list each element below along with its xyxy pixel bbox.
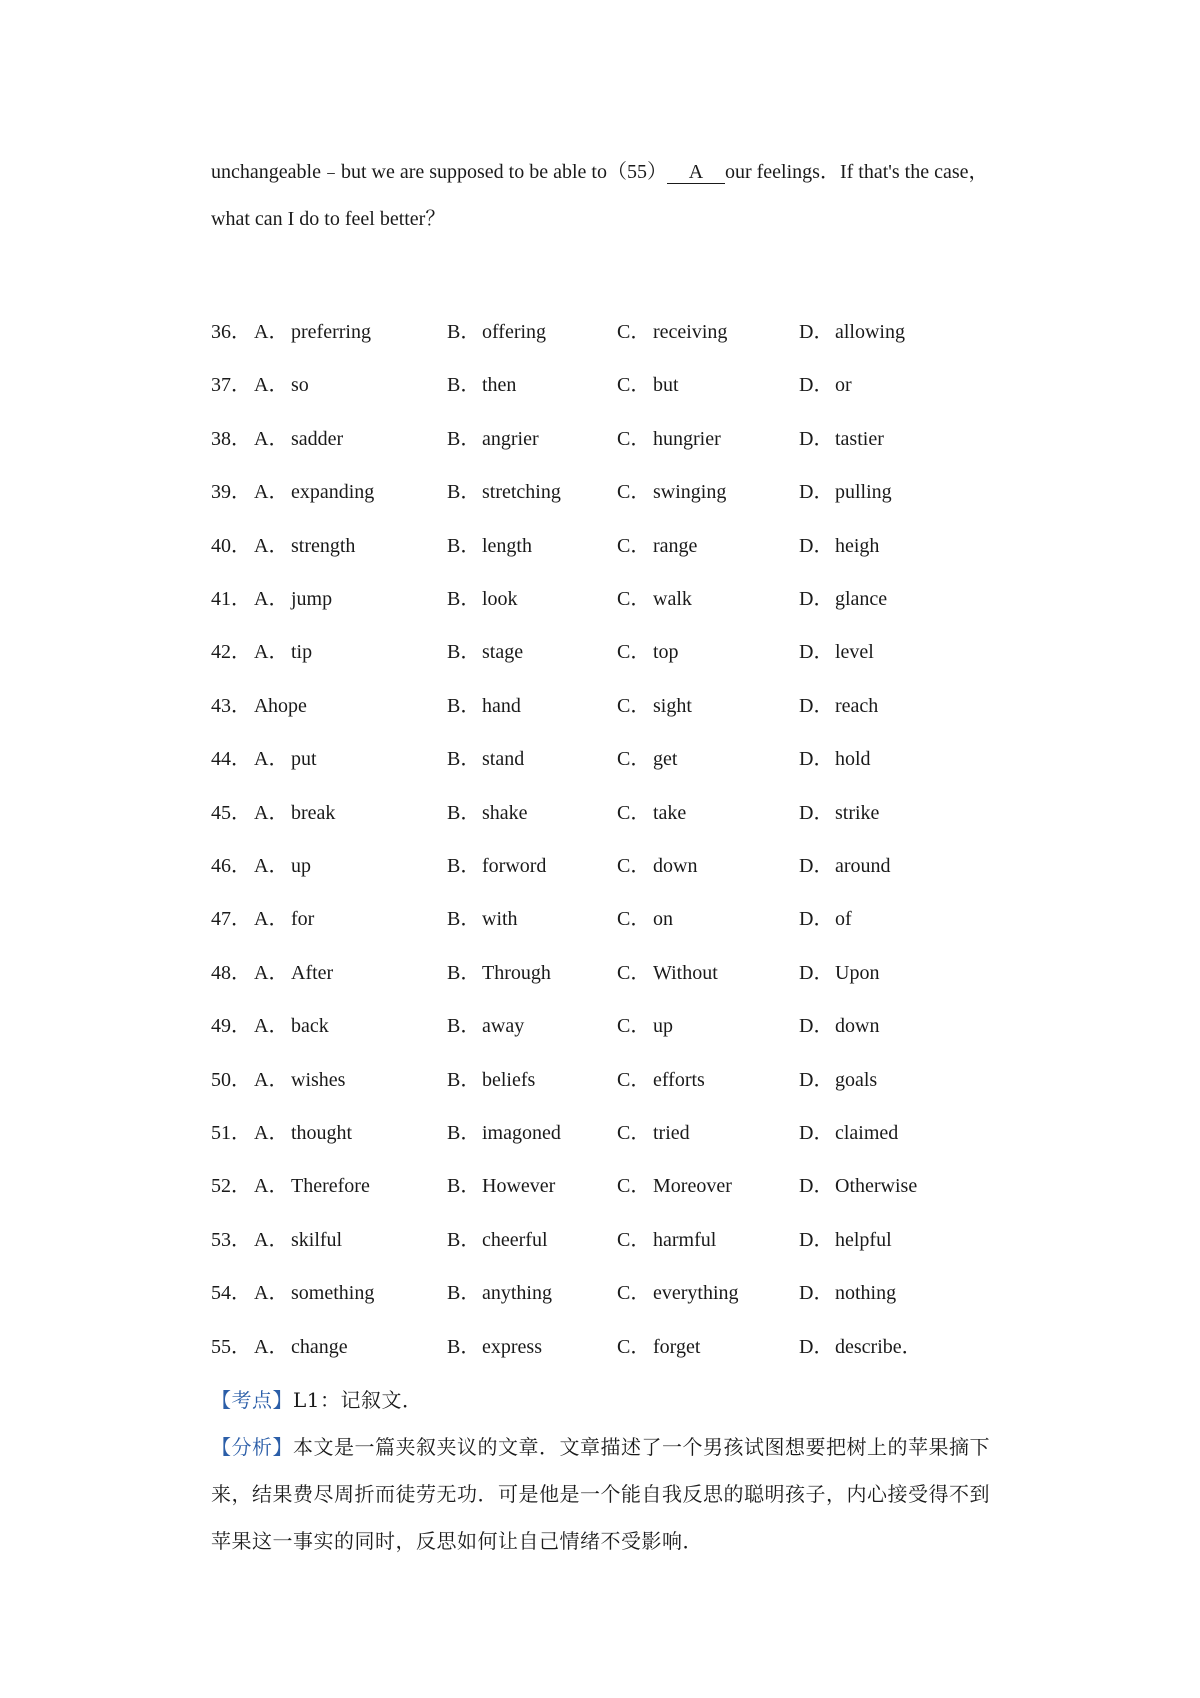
question-row [211, 856, 971, 882]
question-row [211, 1176, 971, 1202]
option-d-label: D． [799, 1175, 834, 1198]
question-number: 38． [211, 427, 251, 450]
option-b-label: B． [447, 694, 481, 717]
option-b-label: B． [447, 801, 481, 824]
option-d-text: helpful [835, 1228, 892, 1251]
question-row [211, 589, 971, 615]
option-a-text: After [291, 961, 334, 984]
option-c-label: C． [617, 908, 651, 931]
option-c-text: Without [653, 961, 718, 984]
option-b-text: angrier [482, 427, 539, 450]
option-c-text: receiving [653, 321, 728, 343]
option-c-label: C． [617, 1282, 651, 1305]
option-c-label: C． [617, 481, 651, 504]
question-row [211, 749, 971, 775]
option-d-label: D． [799, 481, 834, 504]
option-b-label: B． [447, 748, 481, 771]
option-b-text: offering [482, 321, 547, 343]
option-a-text: tip [291, 641, 313, 664]
option-a-label: A． [254, 641, 289, 664]
question-row [211, 1016, 971, 1042]
question-number: 53． [211, 1228, 251, 1251]
question-row [211, 963, 971, 989]
option-a-text: something [291, 1282, 375, 1305]
option-a-text: expanding [291, 481, 375, 504]
fenxi-line-3: 苹果这一事实的同时，反思如何让自己情绪不受影响． [211, 1529, 703, 1553]
option-b-text: look [482, 588, 518, 610]
question-number: 45． [211, 801, 251, 824]
option-c-text: everything [653, 1282, 739, 1305]
option-c-label: C． [617, 1335, 651, 1358]
option-b-label: B． [447, 855, 481, 877]
fenxi-tag: 【分析】 [211, 1435, 293, 1459]
option-b-text: away [482, 1015, 525, 1038]
option-c-label: C． [617, 534, 651, 557]
question-row [211, 536, 971, 562]
option-a-text: strength [291, 534, 356, 557]
option-d-text: goals [835, 1068, 878, 1091]
option-b-label: B． [447, 374, 481, 397]
question-number: 37． [211, 374, 251, 397]
question-number: 52． [211, 1175, 251, 1198]
option-c-text: up [653, 1015, 673, 1038]
option-b-text: beliefs [482, 1068, 536, 1091]
option-a-text: Therefore [291, 1175, 370, 1198]
option-b-text: length [482, 534, 532, 557]
option-d-label: D． [799, 694, 834, 717]
option-a-text: thought [291, 1122, 353, 1144]
option-a-text: wishes [291, 1068, 346, 1091]
option-a-label: A． [254, 1335, 289, 1358]
option-a-label: A． [254, 427, 289, 450]
option-c-label: C． [617, 801, 651, 824]
option-b-text: anything [482, 1282, 552, 1305]
kaodian-text: L1：记叙文． [293, 1388, 423, 1412]
option-b-text: forword [482, 855, 547, 877]
option-d-text: allowing [835, 321, 905, 343]
option-a-label: A [254, 694, 269, 717]
question-number: 44． [211, 748, 251, 771]
option-b-label: B． [447, 1228, 481, 1251]
option-d-label: D． [799, 427, 834, 450]
option-d-label: D． [799, 908, 834, 931]
option-a-label: A． [254, 801, 289, 824]
option-d-label: D． [799, 1015, 834, 1038]
option-b-label: B． [447, 427, 481, 450]
option-b-label: B． [447, 321, 481, 343]
option-c-label: C． [617, 588, 651, 610]
option-d-text: glance [835, 588, 888, 610]
option-b-text: imagoned [482, 1122, 561, 1144]
option-a-text: change [291, 1335, 348, 1358]
option-b-label: B． [447, 481, 481, 504]
question-row [211, 1230, 971, 1256]
answer-blank-55: A [667, 162, 725, 184]
question-row [211, 375, 971, 401]
option-a-text: for [291, 908, 315, 931]
option-d-text: around [835, 855, 891, 877]
option-d-label: D． [799, 1068, 834, 1091]
option-a-label: A． [254, 1282, 289, 1305]
option-c-label: C． [617, 1015, 651, 1038]
option-c-text: tried [653, 1122, 690, 1144]
option-d-text: down [835, 1015, 880, 1038]
option-b-label: B． [447, 961, 481, 984]
option-d-label: D． [799, 374, 834, 397]
kaodian-tag: 【考点】 [211, 1388, 293, 1412]
option-a-label: A． [254, 374, 289, 397]
option-d-label: D． [799, 321, 834, 343]
option-a-text: put [291, 748, 317, 771]
question-number: 51． [211, 1122, 251, 1144]
option-c-label: C． [617, 961, 651, 984]
option-b-text: hand [482, 694, 521, 717]
option-a-label: A． [254, 481, 289, 504]
option-a-text: hope [268, 694, 307, 717]
question-number: 43． [211, 694, 251, 717]
option-c-text: forget [653, 1335, 701, 1358]
option-a-text: so [291, 374, 309, 397]
option-d-label: D． [799, 855, 834, 877]
option-d-text: tastier [835, 427, 884, 450]
option-b-label: B． [447, 588, 481, 610]
option-a-label: A． [254, 1175, 289, 1198]
option-d-label: D． [799, 534, 834, 557]
option-c-label: C． [617, 694, 651, 717]
option-a-label: A． [254, 1015, 289, 1038]
question-number: 55． [211, 1335, 251, 1358]
option-a-text: jump [291, 588, 333, 610]
option-c-text: down [653, 855, 698, 877]
question-row [211, 642, 971, 668]
question-number: 54． [211, 1282, 251, 1305]
option-a-label: A． [254, 748, 289, 771]
question-row [211, 1337, 971, 1363]
option-b-text: express [482, 1335, 542, 1358]
option-c-text: sight [653, 694, 692, 717]
option-d-label: D． [799, 641, 834, 664]
question-number: 41． [211, 588, 251, 610]
question-number: 48． [211, 961, 251, 984]
option-b-label: B． [447, 641, 481, 664]
question-number: 40． [211, 534, 251, 557]
option-d-text: or [835, 374, 852, 397]
passage-line-2: what can I do to feel better？ [211, 208, 446, 230]
option-c-label: C． [617, 1228, 651, 1251]
option-b-text: However [482, 1175, 556, 1198]
option-b-text: stage [482, 641, 524, 664]
passage-line-1 [211, 162, 989, 184]
question-row [211, 1123, 971, 1149]
fenxi-text-1: 本文是一篇夹叙夹议的文章．文章描述了一个男孩试图想要把树上的苹果摘下 [293, 1435, 990, 1459]
option-c-text: walk [653, 588, 692, 610]
option-a-text: skilful [291, 1228, 343, 1251]
option-a-label: A． [254, 1122, 289, 1144]
option-d-label: D． [799, 961, 834, 984]
option-c-label: C． [617, 641, 651, 664]
option-a-text: sadder [291, 427, 344, 450]
question-row [211, 482, 971, 508]
option-b-label: B． [447, 1175, 481, 1198]
question-number: 46． [211, 855, 251, 877]
option-b-label: B． [447, 534, 481, 557]
option-c-label: C． [617, 1175, 651, 1198]
option-c-label: C． [617, 748, 651, 771]
option-d-text: strike [835, 801, 880, 824]
option-d-label: D． [799, 1122, 834, 1144]
option-d-text: claimed [835, 1122, 899, 1144]
option-c-text: but [653, 374, 679, 397]
option-c-label: C． [617, 374, 651, 397]
option-d-text: Otherwise [835, 1175, 918, 1198]
option-b-label: B． [447, 1015, 481, 1038]
question-number: 49． [211, 1015, 251, 1038]
passage-text-before-blank: unchangeable﹣but we are supposed to be able to（55） [211, 161, 667, 183]
option-b-text: with [482, 908, 518, 931]
option-a-text: preferring [291, 321, 371, 343]
option-b-text: cheerful [482, 1228, 548, 1251]
kaodian-line [211, 1390, 423, 1411]
option-c-text: efforts [653, 1068, 705, 1091]
option-b-label: B． [447, 908, 481, 931]
option-a-label: A． [254, 534, 289, 557]
option-a-text: up [291, 855, 311, 877]
fenxi-line-1 [211, 1437, 990, 1458]
option-a-label: A． [254, 321, 289, 343]
option-d-text: nothing [835, 1282, 897, 1305]
question-row [211, 429, 971, 455]
option-b-label: B． [447, 1335, 481, 1358]
option-c-text: get [653, 748, 678, 771]
option-b-label: B． [447, 1122, 481, 1144]
option-b-text: stand [482, 748, 525, 771]
option-b-text: stretching [482, 481, 561, 504]
option-c-text: take [653, 801, 687, 824]
option-a-label: A． [254, 1228, 289, 1251]
option-a-label: A． [254, 855, 289, 877]
option-a-label: A． [254, 961, 289, 984]
option-c-text: range [653, 534, 698, 557]
option-d-text: reach [835, 694, 879, 717]
option-d-label: D． [799, 1228, 834, 1251]
option-d-label: D． [799, 588, 834, 610]
option-c-text: top [653, 641, 679, 664]
option-c-label: C． [617, 855, 651, 877]
option-a-label: A． [254, 1068, 289, 1091]
question-number: 36． [211, 321, 251, 343]
option-b-label: B． [447, 1282, 481, 1305]
question-row [211, 1070, 971, 1096]
option-b-text: Through [482, 961, 551, 984]
option-d-text: level [835, 641, 874, 664]
option-a-text: break [291, 801, 336, 824]
question-row [211, 1283, 971, 1309]
option-c-label: C． [617, 1122, 651, 1144]
question-row [211, 803, 971, 829]
option-b-text: shake [482, 801, 528, 824]
option-d-label: D． [799, 801, 834, 824]
option-a-text: back [291, 1015, 329, 1038]
option-c-text: harmful [653, 1228, 717, 1251]
option-d-text: Upon [835, 961, 880, 984]
option-d-text: heigh [835, 534, 880, 557]
option-d-text: pulling [835, 481, 892, 504]
option-c-label: C． [617, 321, 651, 343]
option-c-text: Moreover [653, 1175, 732, 1198]
option-c-text: on [653, 908, 673, 931]
passage-text-after-blank: our feelings．If that's the case， [724, 161, 989, 183]
fenxi-line-2: 来，结果费尽周折而徒劳无功．可是他是一个能自我反思的聪明孩子，内心接受得不到 [211, 1482, 990, 1506]
option-c-label: C． [617, 1068, 651, 1091]
option-a-label: A． [254, 908, 289, 931]
question-row [211, 322, 971, 348]
question-row [211, 696, 971, 722]
option-a-label: A． [254, 588, 289, 610]
question-number: 39． [211, 481, 251, 504]
option-d-text: describe． [835, 1335, 922, 1358]
question-number: 47． [211, 908, 251, 931]
option-d-label: D． [799, 748, 834, 771]
option-d-text: of [835, 908, 852, 931]
question-number: 42． [211, 641, 251, 664]
option-c-label: C． [617, 427, 651, 450]
option-b-label: B． [447, 1068, 481, 1091]
question-row [211, 909, 971, 935]
option-b-text: then [482, 374, 517, 397]
question-number: 50． [211, 1068, 251, 1091]
option-d-label: D． [799, 1335, 834, 1358]
option-c-text: swinging [653, 481, 727, 504]
option-c-text: hungrier [653, 427, 721, 450]
option-d-text: hold [835, 748, 871, 771]
option-d-label: D． [799, 1282, 834, 1305]
